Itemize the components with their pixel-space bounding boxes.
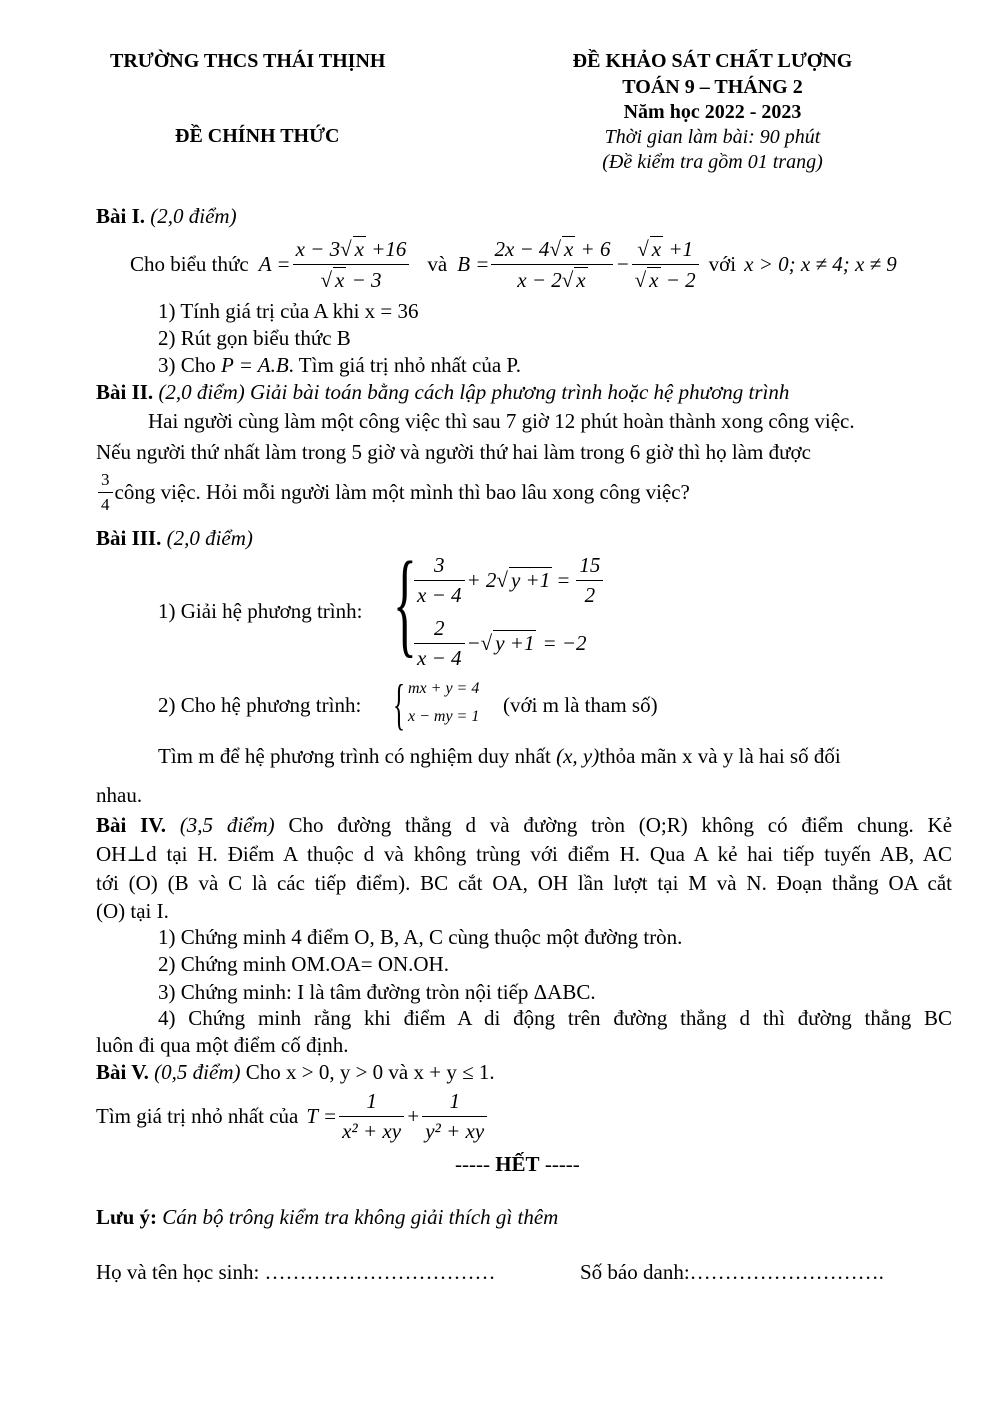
expr-a-fraction: $\frac{x - 3√ x +16}{√ x - 3}$: [293, 236, 410, 291]
bai5-heading: [96, 1060, 495, 1084]
bai2-heading: [96, 380, 789, 404]
eq1-numerator: 3: [414, 553, 465, 581]
q2-line-1-start: Tìm m để hệ phương trình có nghiệm duy nhất: [158, 744, 551, 768]
eq1-rhs-denominator: 2: [584, 582, 596, 607]
expr-a-den-sqrt: x: [334, 267, 345, 292]
expr-b2-den-sqrt: x: [649, 267, 659, 292]
xy-pair: (x, y): [556, 744, 600, 768]
plus-sign: +: [406, 1103, 421, 1128]
bai1-title: Bài I.: [96, 204, 146, 228]
expr-b1-num-part: 2x − 4: [494, 237, 550, 262]
q3-prefix: 3) Cho: [158, 353, 216, 377]
fraction-denominator: 4: [101, 494, 110, 514]
with-word: với: [708, 251, 737, 276]
bai4-points: (3,5 điểm): [179, 813, 275, 837]
exam-duration: Thời gian làm bài: 90 phút: [604, 126, 821, 148]
q3-expression: P = A.B: [221, 353, 289, 377]
bai3-q2-line-2: nhau.: [96, 783, 143, 807]
bai5-title: Bài V.: [96, 1060, 149, 1084]
expr-b1-num-const: + 6: [575, 237, 611, 262]
expr-a-num-const: +16: [365, 237, 407, 262]
bai5-find-text: Tìm giá trị nhỏ nhất của: [96, 1103, 299, 1128]
bai4-title: Bài IV.: [96, 813, 167, 837]
system-equation-1: $\frac{3}{x - 4}$ + 2 √ y +1 = $\frac{15}{2}$: [412, 552, 605, 608]
and-word: và: [427, 251, 448, 276]
expr-a-den-const: − 3: [346, 267, 382, 292]
bai4-question-4-line-2: luôn đi qua một điểm cố định.: [96, 1033, 349, 1057]
fraction-numerator: 3: [98, 470, 113, 493]
note-label: Lưu ý:: [96, 1205, 158, 1229]
bai5-condition: Cho x > 0, y > 0 và x + y ≤ 1.: [245, 1060, 495, 1084]
eq1-fraction: [414, 553, 465, 608]
expr-b-label: B =: [457, 251, 490, 276]
eq2-middle: −: [466, 630, 481, 655]
q2-line-1-end: thỏa mãn x và y là hai số đối: [599, 744, 841, 768]
bai1-question-2: 2) Rút gọn biểu thức B: [158, 326, 351, 350]
t2-numerator: 1: [422, 1089, 487, 1116]
bai3-points: (2,0 điểm): [166, 526, 253, 550]
eq2-rhs: = −2: [542, 630, 587, 655]
bai3-title: Bài III.: [96, 526, 162, 550]
exam-title: ĐỀ KHẢO SÁT CHẤT LƯỢNG: [572, 50, 853, 72]
system-brace-1: {: [393, 537, 417, 668]
t-fraction-2: [422, 1089, 487, 1142]
bai2-line-2: Nếu người thứ nhất làm trong 5 giờ và người thứ hai làm trong 6 giờ thì họ làm được: [96, 440, 811, 464]
bai4-question-3: 3) Chứng minh: I là tâm đường tròn nội tiếp ΔABC.: [158, 980, 596, 1004]
end-word: HẾT: [495, 1152, 540, 1176]
expr-b2-num-sqrt: x: [651, 237, 662, 262]
eq1-denominator: x − 4: [417, 582, 462, 607]
domain-condition: x > 0; x ≠ 4; x ≠ 9: [744, 251, 897, 276]
system-equation-2: $\frac{2}{x - 4}$ − √ y +1 = −2: [412, 615, 587, 671]
bai1-intro: Cho biểu thức: [130, 251, 249, 276]
school-year: Năm học 2022 - 2023: [623, 101, 802, 123]
expr-b-fraction-1: $\frac{2x - 4√ x + 6}{x - 2√ x}$: [491, 236, 613, 291]
bai2-line-1: Hai người cùng làm một công việc thì sau 7 giờ 12 phút hoàn thành xong công việc.: [148, 409, 855, 433]
bai3-heading: [96, 526, 253, 550]
eq1-rhs-fraction: [576, 553, 603, 608]
t-label: T =: [306, 1103, 338, 1128]
eq2-sqrt: y +1: [495, 631, 535, 655]
eq2-denominator: x − 4: [417, 645, 462, 670]
eq1-equals: =: [556, 567, 571, 592]
t-fraction-1: [339, 1089, 404, 1142]
bai2-line-3: [96, 470, 690, 514]
end-mark: [455, 1152, 580, 1176]
eq1-rhs-numerator: 15: [576, 553, 603, 581]
bai1-question-1: 1) Tính giá trị của A khi x = 36: [158, 299, 419, 323]
expr-b1-num-sqrt: x: [563, 237, 574, 262]
bai4-line-1: [96, 813, 952, 837]
expr-a-label: A =: [258, 251, 291, 276]
t1-numerator: 1: [339, 1089, 404, 1116]
school-name: TRƯỜNG THCS THÁI THỊNH: [110, 50, 386, 72]
bai3-question-2: 2) Cho hệ phương trình:: [158, 693, 362, 717]
bai4-question-1: 1) Chứng minh 4 điểm O, B, A, C cùng thuộc một đường tròn.: [158, 925, 683, 949]
param-note: (với m là tham số): [503, 693, 658, 717]
expr-a-num-sqrt: x: [354, 237, 364, 262]
bai5-points: (0,5 điểm): [154, 1060, 241, 1084]
system-brace-2: {: [393, 674, 406, 736]
system2-equation-1: mx + y = 4: [408, 680, 480, 697]
end-dashes-right: -----: [539, 1152, 580, 1176]
note-text: Cán bộ trông kiểm tra không giải thích gì thêm: [162, 1205, 559, 1229]
expr-b-fraction-2: $\frac{√ x +1}{√ x - 2}$: [632, 236, 699, 291]
bai3-q2-line-1: [158, 744, 841, 768]
bai1-points: (2,0 điểm): [150, 204, 237, 228]
official-label: ĐỀ CHÍNH THỨC: [175, 125, 340, 147]
exam-subject: TOÁN 9 – THÁNG 2: [622, 76, 803, 98]
note-line: [96, 1205, 558, 1229]
three-quarters-fraction: [98, 470, 113, 514]
bai2-points: (2,0 điểm) Giải bài toán bằng cách lập phương trình hoặc hệ phương trình: [158, 380, 790, 404]
bai4-line-4: (O) tại I.: [96, 899, 169, 923]
bai4-line-2: OH⊥d tại H. Điểm A thuộc d và không trùng với điểm H. Qua A kẻ hai tiếp tuyến AB, AC: [96, 842, 952, 866]
bai1-expressions: [130, 232, 897, 296]
eq1-middle: + 2: [466, 567, 497, 592]
bai2-title: Bài II.: [96, 380, 154, 404]
minus-sign: −: [615, 251, 630, 276]
expr-b1-den-part: x − 2: [517, 267, 562, 292]
end-dashes-left: -----: [455, 1152, 496, 1176]
eq2-numerator: 2: [414, 616, 465, 644]
bai4-question-4-line-1: 4) Chứng minh rằng khi điểm A di động trên đường thẳng d thì đường thẳng BC: [158, 1006, 952, 1030]
bai1-heading: [96, 204, 237, 228]
expr-b2-den-const: − 2: [660, 267, 696, 292]
student-id-field: Số báo danh:……………………….: [580, 1260, 884, 1284]
bai3-question-1: 1) Giải hệ phương trình:: [158, 599, 363, 623]
eq2-fraction: [414, 616, 465, 671]
page-count: (Đề kiểm tra gồm 01 trang): [602, 151, 823, 173]
bai4-line-1-text: Cho đường thẳng d và đường tròn (O;R) không có điểm chung. Kẻ: [288, 813, 953, 837]
expr-b2-num-const: +1: [663, 237, 694, 262]
bai4-question-2: 2) Chứng minh OM.OA= ON.OH.: [158, 952, 449, 976]
system2-equation-2: x − my = 1: [408, 708, 480, 725]
t2-denominator: y² + xy: [425, 1118, 485, 1143]
bai1-question-3: [158, 353, 521, 377]
expr-a-num-part: x − 3: [295, 237, 341, 262]
bai4-line-3: tới (O) (B và C là các tiếp điểm). BC cắt OA, OH lần lượt tại M và N. Đoạn thẳng OA cắt: [96, 871, 952, 895]
bai2-line-3-text: công việc. Hỏi mỗi người làm một mình thì bao lâu xong công việc?: [114, 479, 690, 504]
student-name-field: Họ và tên học sinh: ……………………………: [96, 1260, 496, 1284]
eq1-sqrt: y +1: [510, 568, 551, 592]
t1-denominator: x² + xy: [342, 1118, 402, 1143]
expr-b1-den-sqrt: x: [576, 267, 586, 292]
q3-suffix: . Tìm giá trị nhỏ nhất của P.: [288, 353, 521, 377]
bai5-expression: [96, 1086, 489, 1146]
